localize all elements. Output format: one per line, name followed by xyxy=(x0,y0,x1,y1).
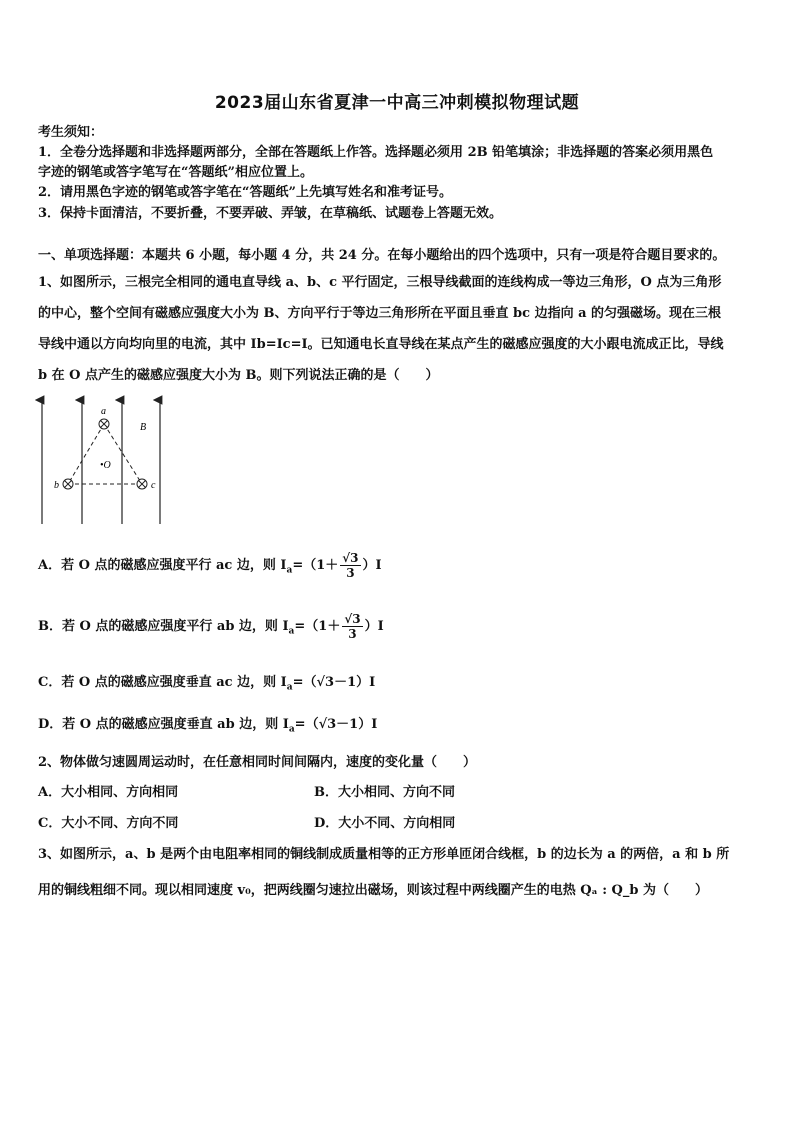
q1-option-b: B．若 O 点的磁感应强度平行 ab 边，则 $I_a=(1+$ $\frac{√3}{3}$ ）I xyxy=(38,612,384,641)
label-a: a xyxy=(101,406,106,417)
notice-item: 2．请用黑色字迹的钢笔或答字笔在“答题纸”上先填写姓名和准考证号。 xyxy=(38,185,453,200)
page-title: 2023届山东省夏津一中高三冲刺模拟物理试题 xyxy=(214,93,580,113)
wire-b-icon xyxy=(63,479,73,489)
label-B: B xyxy=(140,422,147,433)
q1-stem-line: 1、如图所示，三根完全相同的通电直导线 a、b、c 平行固定，三根导线截面的连线构成一等边三角形，O 点为三角形 xyxy=(38,275,722,290)
q1-stem-line: b 在 O 点产生的磁感应强度大小为 B。则下列说法正确的是（ ） xyxy=(38,368,439,383)
q2-stem: 2、物体做匀速圆周运动时，在任意相同时间间隔内，速度的变化量（ ） xyxy=(38,755,477,770)
q1-option-d: D．若 O 点的磁感应强度垂直 ab 边，则 $I_a=(√3-1)I$ xyxy=(38,717,378,735)
wire-c-icon xyxy=(137,479,147,489)
q2-option-a: A．大小相同、方向相同 xyxy=(38,785,179,800)
q3-stem-line: 3、如图所示，a、b 是两个由电阻率相同的铜线制成质量相等的正方形单匝闭合线框，b 的边长为 a 的两倍，a 和 b 所 xyxy=(38,847,730,862)
label-O: •O xyxy=(100,460,111,471)
notice-heading: 考生须知： xyxy=(38,125,104,140)
q1-stem-line: 的中心，整个空间有磁感应强度大小为 B、方向平行于等边三角形所在平面且垂直 bc 边指向 a 的匀强磁场。现在三根 xyxy=(38,306,722,321)
label-b: b xyxy=(54,480,59,491)
q1-stem-line: 导线中通以方向均向里的电流，其中 Ib=Ic=I。已知通电长直导线在某点产生的磁感应强度的大小跟电流成正比，导线 xyxy=(38,337,724,352)
section-heading: 一、单项选择题：本题共 6 小题，每小题 4 分，共 24 分。在每小题给出的四个选项中，只有一项是符合题目要求的。 xyxy=(38,248,726,263)
q1-figure xyxy=(30,392,180,532)
q3-stem-line: 用的铜线粗细不同。现以相同速度 v₀，把两线圈匀速拉出磁场，则该过程中两线圈产生的电热 Qₐ : Q_b 为（ ） xyxy=(38,883,708,898)
q2-option-c: C．大小不同、方向不同 xyxy=(38,816,179,831)
wire-a-icon xyxy=(99,419,109,429)
q2-option-d: D．大小不同、方向相同 xyxy=(314,816,456,831)
notice-item: 字迹的钢笔或答字笔写在“答题纸”相应位置上。 xyxy=(38,165,313,180)
q1-option-a: A．若 O 点的磁感应强度平行 ac 边，则 $I_a=(1+$ $\frac{√3}{3}$ ）I xyxy=(38,551,382,580)
q2-option-b: B．大小相同、方向不同 xyxy=(314,785,455,800)
notice-item: 3．保持卡面清洁，不要折叠，不要弄破、弄皱，在草稿纸、试题卷上答题无效。 xyxy=(38,206,503,221)
notice-item: 1．全卷分选择题和非选择题两部分，全部在答题纸上作答。选择题必须用 2B 铅笔填涂；非选择题的答案必须用黑色 xyxy=(38,145,714,160)
label-c: c xyxy=(151,480,156,491)
q1-option-c: C．若 O 点的磁感应强度垂直 ac 边，则 $I_a=(√3-1)I$ xyxy=(38,675,376,693)
